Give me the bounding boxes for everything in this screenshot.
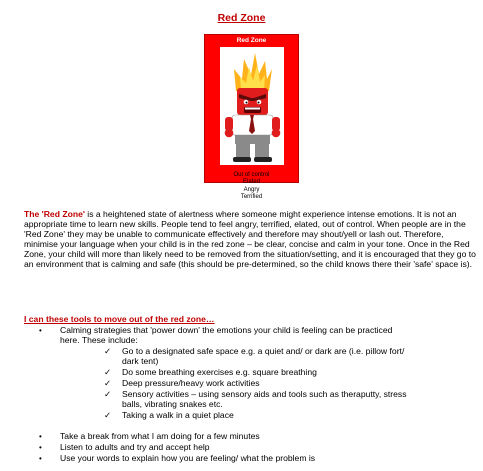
bullet-symbol: • [39,454,42,463]
tools-heading: I can these tools to move out of the red zone… [24,314,215,324]
sub-item-3: Deep pressure/heavy work activities [122,378,260,388]
card-word: Elated [242,179,260,186]
sub-item-4a: Sensory activities – using sensory aids and tools such as theraputty, stress [122,389,407,399]
page-title: Red Zone [217,12,266,24]
check-icon: ✓ [104,410,112,420]
bullet-item-3: Listen to adults and try and accept help [60,442,210,452]
anger-character-icon [220,47,284,165]
card-title: Red Zone [236,37,267,44]
card-word: Out of control [233,172,270,178]
intro-lead: The 'Red Zone' [24,209,85,219]
calming-line-1: Calming strategies that 'power down' the emotions your child is feeling can be practiced [60,325,393,335]
intro-paragraph [24,209,479,270]
sub-item-1b: dark tent) [122,356,159,366]
calming-line-2: here. These include: [60,335,138,345]
intro-text: is a heightened state of alertness where someone might experience intense emotions. It is not an appropriate time to learn new skills. People tend to feel angry, terrified, elated, out of control. When people are in the 'Red Zone' they may be unable to communicate effectively and therefore may shout/yell or lash out. Therefore, minimise your language when your child is in the red zone – be clear, concise and calm in your tone. Once in the Red Zone, your child will more than likely need to be removed from the situation/setting, and it is encouraged that they go to an environment that is calming and safe (this should be pre-determined, so the child knows there their 'safe' space is). [24,209,476,270]
bullet-item-4: Use your words to explain how you are feeling/ what the problem is [60,453,316,463]
sub-item-5: Taking a walk in a quiet place [122,410,234,420]
check-icon: ✓ [104,346,112,356]
card-feelings-list [205,172,298,201]
check-icon: ✓ [104,389,112,399]
bullet-item-2: Take a break from what I am doing for a few minutes [60,431,260,441]
bullet-symbol: • [39,326,42,335]
sub-item-2: Do some breathing exercises e.g. square breathing [122,367,317,377]
card-word: Angry [243,186,260,193]
bullet-symbol: • [39,432,42,441]
sub-item-1a: Go to a designated safe space e.g. a quiet and/ or dark are (i.e. pillow fort/ [122,346,405,356]
check-icon: ✓ [104,378,112,388]
check-icon: ✓ [104,367,112,377]
bullet-symbol: • [39,443,42,452]
red-zone-card [204,34,299,200]
sub-item-4b: balls, vibrating snakes etc. [122,399,223,409]
card-word: Terrified [240,193,263,200]
